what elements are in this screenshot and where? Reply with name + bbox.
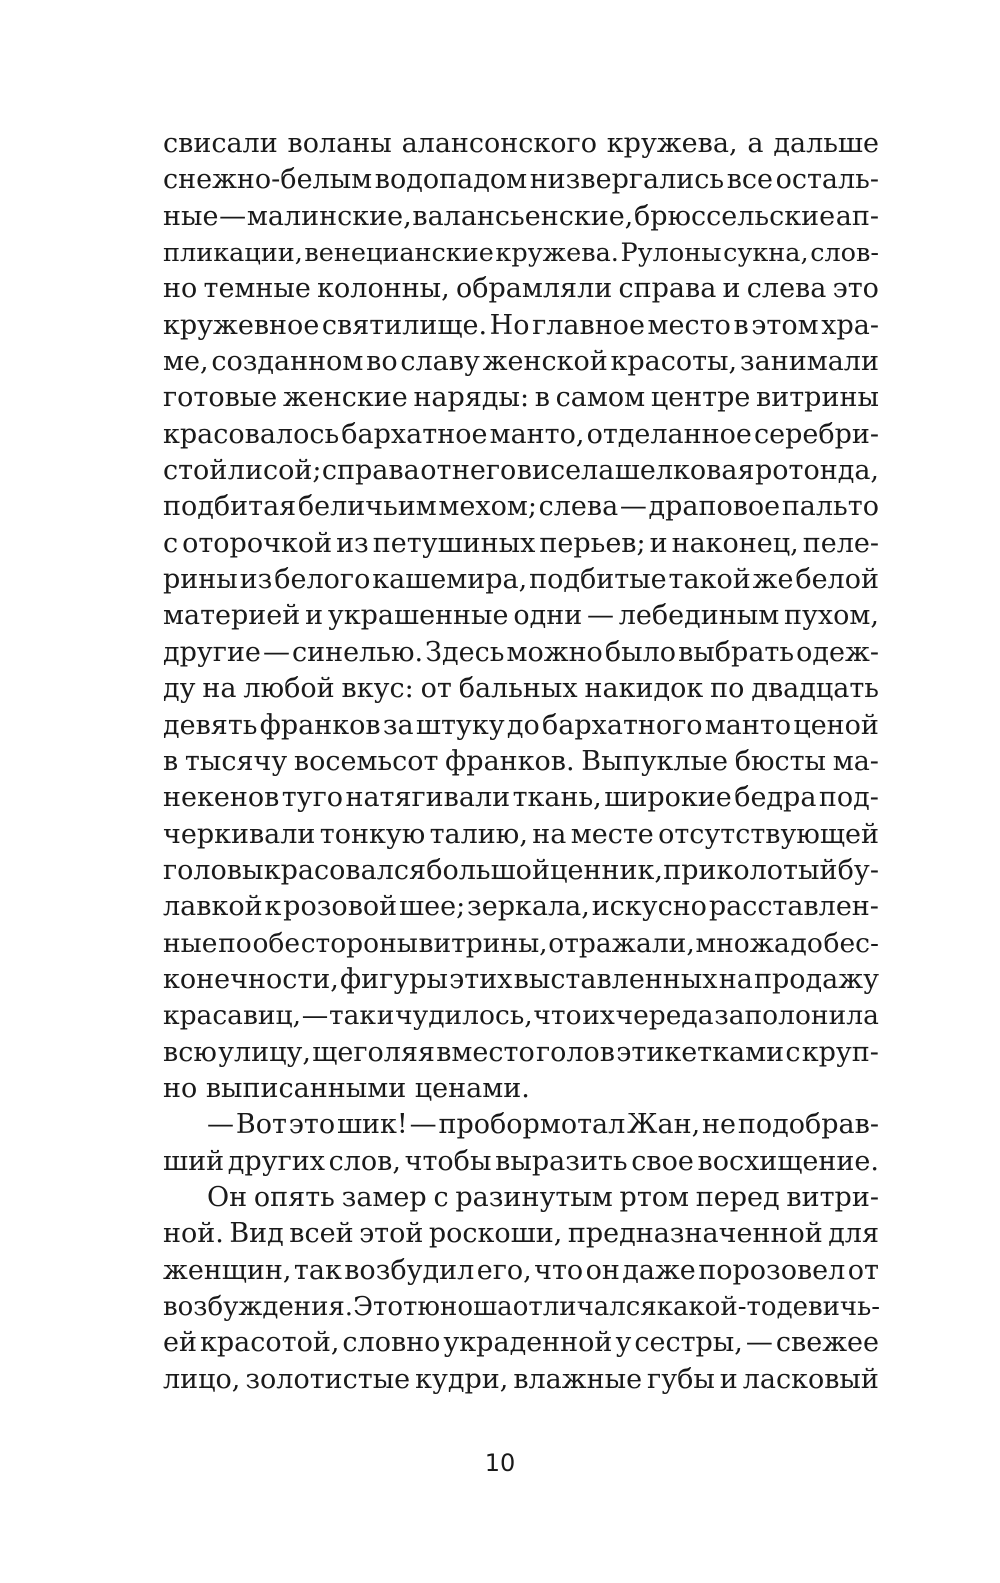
text-line: лицо, золотистые кудри, влажные губы и ласковый [163, 1363, 879, 1395]
text-line: некенов туго натягивали ткань, широкие бедра под- [163, 782, 879, 814]
text-line: — Вот это шик! — пробормотал Жан, не подобрав- [207, 1109, 879, 1141]
text-line: другие — синелью. Здесь можно было выбрать одеж- [163, 636, 879, 668]
text-line: пликации, венецианские кружева. Рулоны сукна, слов- [163, 238, 879, 269]
text-line: всю улицу, щеголяя вместо голов этикетками с круп- [163, 1036, 879, 1068]
text-line: в тысячу восемьсот франков. Выпуклые бюсты ма- [163, 745, 879, 777]
text-line: свисали воланы алансонского кружева, а дальше [163, 128, 879, 159]
text-line: снежно-белым водопадом низвергались все осталь- [163, 164, 879, 196]
text-line: готовые женские наряды: в самом центре витрины [163, 382, 879, 414]
text-line: ные по обе стороны витрины, отражали, множа до бес- [163, 927, 879, 959]
text-line: рины из белого кашемира, подбитые такой же белой [163, 564, 879, 596]
text-line: кружевное святилище. Но главное место в этом хра- [163, 309, 879, 341]
text-line: девять франков за штуку до бархатного манто ценой [163, 709, 879, 741]
text-line: ду на любой вкус: от бальных накидок по двадцать [163, 673, 879, 705]
body-text [163, 126, 879, 1398]
text-line: черкивали тонкую талию, на месте отсутствующей [163, 818, 879, 850]
text-line: красавиц, — так и чудилось, что их череда заполонила [163, 1000, 879, 1032]
text-line: конечности, фигуры этих выставленных на продажу [163, 963, 879, 995]
text-line: лавкой к розовой шее; зеркала, искусно расставлен- [163, 891, 879, 923]
text-line: с оторочкой из петушиных перьев; и наконец, пеле- [163, 527, 879, 559]
text-line: возбуждения. Этот юноша отличался какой-то девичь- [163, 1292, 881, 1322]
text-line: подбитая беличьим мехом; слева — драповое пальто [163, 491, 879, 523]
page-number: 10 [484, 1449, 516, 1477]
text-line: стой лисой; справа от него висела шелковая ротонда, [163, 455, 879, 487]
text-line: ме, созданном во славу женской красоты, занимали [163, 346, 879, 378]
text-line: но выписанными ценами. [163, 1072, 530, 1104]
text-line: женщин, так возбудил его, что он даже порозовел от [163, 1254, 879, 1286]
text-line: головы красовался большой ценник, приколотый бу- [163, 854, 879, 886]
text-line: материей и украшенные одни — лебединым пухом, [163, 600, 879, 632]
text-line: красовалось бархатное манто, отделанное серебри- [163, 418, 879, 450]
text-line: ший других слов, чтобы выразить свое восхищение. [163, 1145, 879, 1177]
text-line: ные — малинские, валансьенские, брюссельские ап- [163, 200, 879, 232]
text-line: ей красотой, словно украденной у сестры, — свежее [163, 1327, 879, 1359]
text-line: но темные колонны, обрамляли справа и слева это [163, 273, 879, 305]
text-line: Он опять замер с разинутым ртом перед витри- [207, 1181, 879, 1213]
text-line: ной. Вид всей этой роскоши, предназначенной для [163, 1218, 879, 1250]
